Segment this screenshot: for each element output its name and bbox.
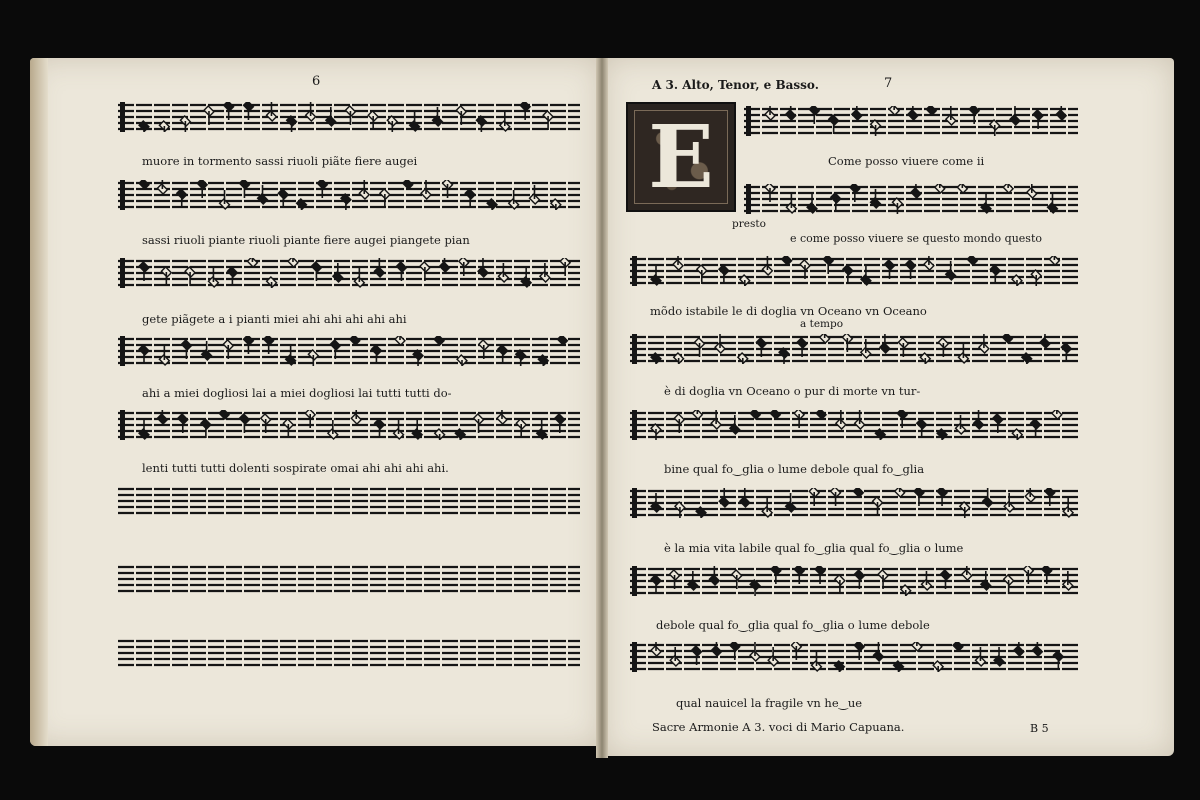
note-mark	[1049, 256, 1059, 265]
note-mark	[782, 256, 792, 265]
note-mark	[895, 488, 905, 497]
note-mark	[816, 410, 826, 419]
note-mark	[1004, 575, 1014, 594]
note-mark	[227, 267, 237, 286]
lyric-line: debole qual fo‿glia qual fo‿glia o lume debole	[656, 618, 930, 632]
music-staff	[630, 642, 1080, 672]
note-mark	[350, 336, 360, 345]
note-mark	[380, 189, 390, 208]
music-staff	[118, 638, 580, 668]
note-mark	[750, 410, 760, 419]
note-mark	[990, 265, 1000, 284]
lyric-line: e come posso viuere se questo mondo questo	[790, 232, 1042, 245]
lyric-line: lenti tutti tutti dolenti sospirate omai ahi ahi ahi ahi.	[142, 461, 449, 475]
note-mark	[185, 267, 195, 286]
left-page-number: 6	[312, 74, 321, 89]
note-mark	[558, 336, 568, 345]
note-mark	[1002, 334, 1012, 343]
note-mark	[917, 419, 927, 438]
book-gutter	[596, 58, 608, 758]
music-staff	[630, 334, 1080, 364]
note-mark	[465, 189, 475, 208]
note-mark	[247, 258, 257, 267]
music-staff	[630, 488, 1080, 518]
note-mark	[139, 180, 149, 189]
note-mark	[719, 265, 729, 284]
note-mark	[1061, 343, 1071, 362]
note-mark	[1031, 419, 1041, 438]
note-mark	[873, 497, 883, 516]
note-mark	[543, 111, 553, 130]
music-staff	[630, 410, 1080, 440]
note-mark	[953, 642, 963, 651]
note-mark	[926, 106, 936, 115]
note-mark	[375, 419, 385, 438]
note-mark	[843, 265, 853, 284]
note-mark	[935, 184, 945, 193]
music-staff	[118, 410, 580, 440]
voice-header: A 3. Alto, Tenor, e Basso.	[652, 78, 819, 92]
music-staff	[118, 102, 580, 132]
note-mark	[219, 410, 229, 419]
note-mark	[692, 410, 702, 419]
lyric-line: mõdo istabile le di doglia vn Oceano vn Oceano	[650, 304, 927, 318]
note-mark	[371, 345, 381, 364]
note-mark	[201, 419, 211, 438]
note-mark	[1052, 410, 1062, 419]
initial-letter: E	[648, 107, 714, 208]
note-mark	[820, 334, 830, 343]
note-mark	[829, 115, 839, 134]
note-mark	[161, 267, 171, 286]
lyric-line: sassi riuoli piante riuoli piante fiere augei piangete pian	[142, 233, 470, 247]
lyric-line: è la mia vita labile qual fo‿glia qual fo‿glia o lume	[664, 541, 964, 555]
music-staff	[744, 184, 1078, 214]
lyric-line: ahi a miei dogliosi lai a miei dogliosi lai tutti tutti do-	[142, 386, 452, 400]
tempo-mark: presto	[732, 218, 766, 230]
signature-mark: B 5	[1030, 722, 1049, 735]
note-mark	[403, 180, 413, 189]
note-mark	[368, 111, 378, 130]
note-mark	[831, 193, 841, 212]
music-staff	[118, 258, 580, 288]
note-mark	[177, 189, 187, 208]
music-staff	[630, 566, 1080, 596]
note-mark	[278, 189, 288, 208]
lyric-line: bine qual fo‿glia o lume debole qual fo‿glia	[664, 462, 925, 476]
music-staff	[118, 486, 580, 516]
note-mark	[835, 575, 845, 594]
note-mark	[139, 345, 149, 364]
music-staff	[118, 336, 580, 366]
note-mark	[288, 258, 298, 267]
note-mark	[957, 184, 967, 193]
music-staff	[118, 564, 580, 594]
note-mark	[912, 642, 922, 651]
note-mark	[967, 256, 977, 265]
note-mark	[651, 575, 661, 594]
note-mark	[770, 410, 780, 419]
music-staff	[118, 180, 580, 210]
note-mark	[1053, 651, 1063, 670]
note-mark	[697, 265, 707, 284]
note-mark	[889, 106, 899, 115]
note-mark	[434, 336, 444, 345]
note-mark	[283, 419, 293, 438]
note-mark	[861, 266, 871, 285]
lyric-line: gete piãgete a i pianti miei ahi ahi ahi ahi ahi	[142, 312, 407, 326]
note-mark	[395, 336, 405, 345]
music-staff	[630, 256, 1080, 286]
note-mark	[1048, 194, 1058, 213]
right-page-number: 7	[884, 76, 893, 91]
lyric-line: muore in tormento sassi riuoli piãte fiere augei	[142, 154, 418, 168]
note-mark	[498, 345, 508, 364]
note-mark	[853, 488, 863, 497]
note-mark	[1003, 184, 1013, 193]
decorated-initial	[626, 102, 736, 212]
page-footer: Sacre Armonie A 3. voci di Mario Capuana.	[652, 720, 905, 734]
music-staff	[744, 106, 1078, 136]
note-mark	[516, 419, 526, 438]
lyric-line: qual nauicel la fragile vn he‿ue	[676, 696, 863, 710]
lyric-line: Come posso viuere come ii	[828, 154, 985, 168]
tempo-mark: a tempo	[800, 318, 844, 330]
lyric-line: è di doglia vn Oceano o pur di morte vn tur-	[664, 384, 921, 398]
